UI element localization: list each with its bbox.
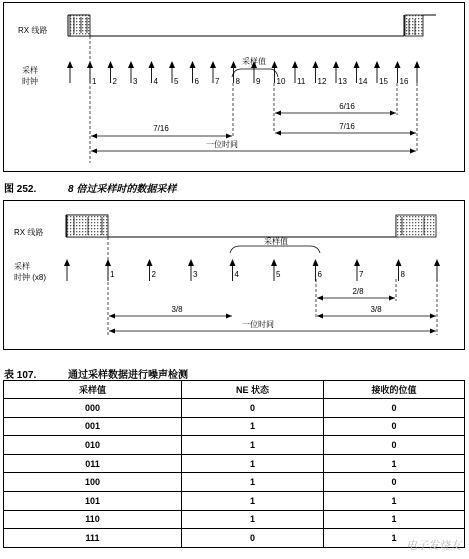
clock-arrowhead [188,259,194,266]
cell-received-bit: 1 [324,510,465,529]
clock-tick-label: 12 [317,77,327,86]
clock-tick-label: 15 [379,77,388,86]
arrowhead [390,111,396,116]
diagram1-svg [4,3,466,173]
sample-value-label: 采样值 [264,237,288,246]
cell-sample-value: 110 [4,510,182,529]
table-caption [4,366,188,381]
clock-label: 采样 时钟 [22,66,38,86]
clock-tick-label: 2 [151,270,156,279]
clock-tick-label: 4 [153,77,158,86]
clock-arrowhead [374,61,380,68]
table-row [4,510,465,529]
dim-bit-time-label: 一位时间 [206,140,238,149]
clock-arrowhead [128,61,134,68]
cell-sample-value: 100 [4,473,182,492]
clock-tick-label: 10 [276,77,286,86]
table-row [4,399,465,418]
clock-arrowhead [395,61,401,68]
dim-7-16-right-label: 7/16 [339,122,355,131]
cell-sample-value: 001 [4,417,182,436]
rx-line-label: RX 线路 [18,26,48,35]
arrowhead [109,329,115,334]
clock-arrowhead [333,61,339,68]
table-row [4,491,465,510]
clock-arrowhead [147,259,153,266]
clock-arrowhead [271,259,277,266]
dim-6-16-label: 6/16 [339,102,355,111]
diagram2-svg [4,201,466,351]
arrowhead [317,314,323,319]
cell-received-bit: 0 [324,473,465,492]
header-sample-value: 采样值 [4,381,182,399]
dim-2-8-label: 2/8 [352,287,364,296]
clock-tick-label: 16 [399,77,409,86]
clock-tick-label: 1 [92,77,97,86]
clock-arrowhead [67,61,73,68]
table-title: 通过采样数据进行噪声检测 [68,370,188,381]
sample-value-bracket [230,246,320,253]
dim-3-8-right-label: 3/8 [370,305,382,314]
clock-arrowhead [169,61,175,68]
clock-arrowhead [434,259,440,266]
cell-received-bit: 1 [324,529,465,548]
dim-3-8-left-label: 3/8 [171,305,183,314]
cell-sample-value: 011 [4,454,182,473]
clock-arrowhead [354,61,360,68]
arrowhead [91,134,97,139]
cell-ne-status: 1 [182,510,324,529]
sample-value-bracket [232,69,278,77]
clock-tick-label: 8 [235,77,240,86]
noise-detection-table [3,380,465,548]
arrowhead [430,329,436,334]
arrowhead [226,314,232,319]
table-row [4,529,465,548]
cell-ne-status: 0 [182,399,324,418]
clock-tick-labels [110,270,406,279]
figure-title: 8 倍过采样时的数据采样 [68,184,177,195]
figure-caption [4,180,176,195]
clock-tick-label: 7 [215,77,220,86]
clock-tick-labels [92,77,409,86]
clock-arrowhead [414,61,420,68]
clock-tick-label: 6 [317,270,322,279]
table-row [4,454,465,473]
arrowhead [109,314,115,319]
clock-arrowhead [354,259,360,266]
clock-tick-label: 13 [338,77,347,86]
header-received-bit: 接收的位值 [324,381,465,399]
arrowhead [410,131,416,136]
cell-sample-value: 111 [4,529,182,548]
clock-tick-label: 11 [297,77,306,86]
watermark: 电子发烧友 [406,540,461,552]
cell-ne-status: 1 [182,473,324,492]
clock-arrowhead [190,61,196,68]
cell-ne-status: 1 [182,454,324,473]
dim-7-16-left-label: 7/16 [153,124,169,133]
clock-tick-label: 6 [194,77,199,86]
table-number: 表 107. [4,370,37,381]
cell-received-bit: 0 [324,399,465,418]
figure-number: 图 252. [4,184,37,195]
table-row [4,417,465,436]
clock-arrowhead [210,61,216,68]
dim-bit-time-label: 一位时间 [242,320,274,329]
diagram-8x-sampling [3,200,465,350]
clock-arrowhead [272,61,278,68]
cell-received-bit: 1 [324,491,465,510]
arrowhead [317,296,323,301]
header-ne-status: NE 状态 [182,381,324,399]
table-row [4,473,465,492]
cell-sample-value: 000 [4,399,182,418]
clock-tick-label: 5 [174,77,179,86]
clock-arrowhead [313,61,319,68]
cell-ne-status: 1 [182,436,324,455]
rx-line-label: RX 线路 [14,228,44,237]
arrowhead [91,149,97,154]
clock-label: 采样 时钟 (x8) [14,262,46,282]
clock-tick-label: 7 [359,270,364,279]
cell-ne-status: 1 [182,491,324,510]
arrowhead [226,134,232,139]
sample-value-label: 采样值 [242,57,266,66]
clock-arrowhead [292,61,298,68]
cell-received-bit: 0 [324,417,465,436]
clock-tick-label: 3 [193,270,198,279]
table-header-row [4,381,465,399]
cell-sample-value: 010 [4,436,182,455]
table-row [4,436,465,455]
diagram-16x-sampling [3,2,465,172]
clock-tick-label: 3 [133,77,138,86]
clock-arrowhead [230,259,236,266]
arrowhead [275,131,281,136]
cell-sample-value: 101 [4,491,182,510]
clock-tick-label: 9 [256,77,261,86]
arrowhead [275,111,281,116]
clock-arrowhead [149,61,155,68]
clock-tick-label: 1 [110,270,115,279]
clock-tick-label: 8 [400,270,405,279]
cell-ne-status: 0 [182,529,324,548]
rx-noise-end [405,15,423,36]
clock-arrowhead [396,259,402,266]
clock-tick-label: 5 [276,270,281,279]
arrowhead [430,314,436,319]
clock-tick-label: 14 [358,77,368,86]
clock-tick-label: 4 [234,270,239,279]
clock-arrowhead [108,61,114,68]
cell-received-bit: 0 [324,436,465,455]
clock-arrows [64,259,440,281]
clock-arrowhead [231,61,237,68]
clock-arrowhead [64,259,70,266]
cell-received-bit: 1 [324,454,465,473]
arrowhead [410,149,416,154]
arrowhead [389,296,395,301]
clock-arrowhead [313,259,319,266]
clock-tick-label: 2 [112,77,117,86]
cell-ne-status: 1 [182,417,324,436]
